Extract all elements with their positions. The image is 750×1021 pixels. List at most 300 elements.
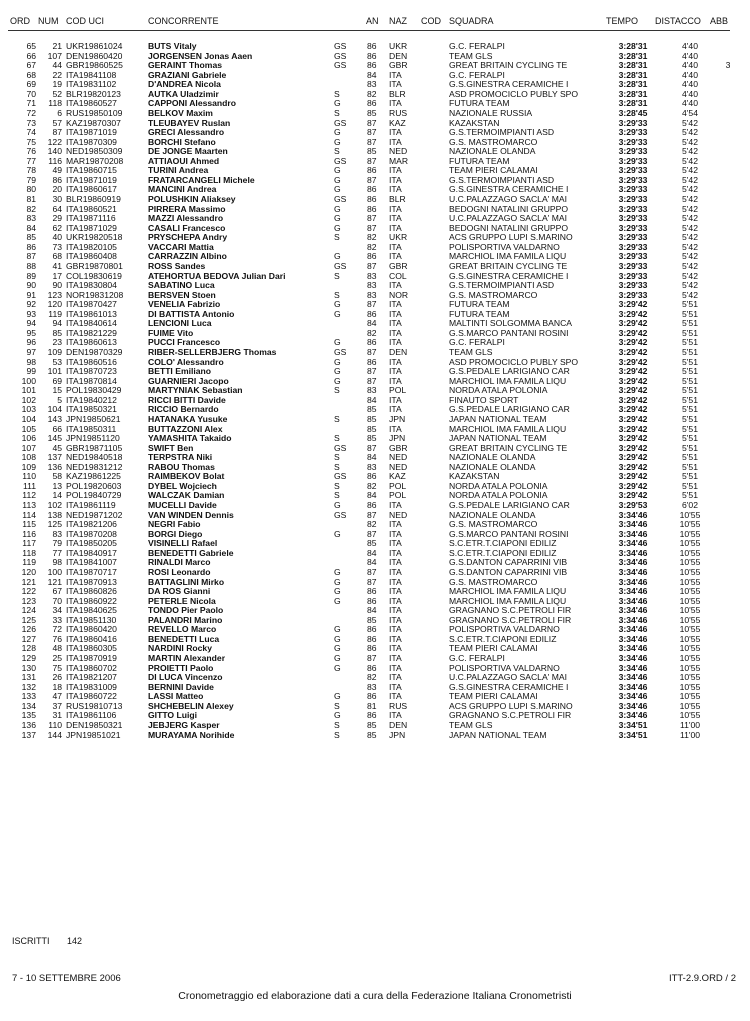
cell-concorrente: GRECI Alessandro [148,127,225,138]
cell-naz: DEN [389,50,408,61]
cell-tempo: 3:34'46 [618,605,648,616]
cell-naz: POL [389,490,407,501]
cell-tempo: 3:29'42 [618,308,648,319]
cell-ord: 81 [26,194,36,204]
cell-squadra: TEAM PIERI CALAMAI [449,165,538,176]
cell-squadra: G.S.GINESTRA CERAMICHE I [449,681,569,692]
cell-an: 86 [367,633,377,644]
table-row [0,731,750,741]
cell-tempo: 3:34'46 [618,576,648,587]
cell-cat: S [334,146,340,157]
cell-squadra: MARCHIOL IMA FAMILA LIQU [449,595,567,606]
cell-an: 86 [367,643,377,654]
cell-ord: 108 [21,452,36,463]
cell-distacco: 4'40 [682,50,698,61]
cell-squadra: G.C. FERALPI [449,653,505,663]
cell-cat: S [334,480,340,491]
cell-squadra: TEAM GLS [449,347,493,357]
cell-num: 98 [52,557,62,568]
cell-tempo: 3:28'31 [618,69,648,80]
cell-cod-uci: DEN19860420 [66,50,123,61]
cell-cod-uci: POL19840729 [66,490,122,501]
cell-num: 64 [52,203,62,214]
cell-concorrente: YAMASHITA Takaido [148,433,232,444]
cell-num: 17 [52,270,62,281]
cell-tempo: 3:29'33 [618,270,648,281]
cell-num: 29 [52,213,62,224]
cell-concorrente: HATANAKA Yusuke [148,413,228,424]
cell-squadra: G.S.GINESTRA CERAMICHE I [449,184,569,195]
cell-ord: 127 [21,633,36,644]
cell-num: 37 [52,700,62,711]
cell-distacco: 5'51 [682,490,698,501]
cell-cod-uci: UKR19861024 [66,41,123,51]
cell-num: 104 [47,404,62,415]
cell-num: 101 [47,366,62,377]
cell-an: 86 [367,50,377,61]
cell-num: 90 [52,280,62,291]
cell-ord: 107 [21,442,36,453]
cell-num: 137 [47,452,62,463]
cell-num: 107 [47,50,62,61]
cell-squadra: MALTINTI SOLGOMMA BANCA [449,318,573,329]
cell-squadra: G.C. FERALPI [449,41,505,51]
cell-tempo: 3:28'31 [618,79,648,90]
cell-squadra: GRAGNANO S.C.PETROLI FIR [449,614,572,625]
cell-ord: 86 [26,241,36,252]
cell-distacco: 10'55 [679,528,701,539]
cell-num: 138 [47,509,62,520]
cell-tempo: 3:29'42 [618,356,648,367]
cell-cat: S [334,461,340,472]
cell-ord: 111 [22,480,36,491]
cell-cat: S [334,270,340,281]
cell-ord: 98 [26,356,36,367]
cell-cod-uci: ITA19861119 [66,500,116,510]
cell-cat: G [334,566,341,577]
cell-num: 20 [52,184,62,195]
cell-naz: ITA [389,308,402,319]
cell-an: 87 [367,174,377,185]
cell-naz: ITA [389,136,402,147]
cell-num: 120 [47,299,62,310]
cell-cod-uci: COL19830619 [66,270,122,281]
cell-ord: 112 [22,490,36,501]
cell-concorrente: DYBEL Wojciech [148,480,217,491]
cell-num: 85 [52,327,62,338]
cell-concorrente: TLEUBAYEV Ruslan [148,117,231,128]
cell-num: 62 [52,222,62,233]
cell-tempo: 3:34'46 [618,519,648,530]
cell-concorrente: BORCHI Stefano [148,136,216,147]
cell-cod-uci: ITA19860408 [66,251,117,262]
cell-cod-uci: ITA19860715 [66,165,117,176]
cell-squadra: FINAUTO SPORT [449,394,519,405]
cell-concorrente: BERSVEN Stoen [148,289,216,300]
cell-ord: 114 [22,509,36,520]
cell-num: 58 [52,471,62,482]
cell-naz: ITA [389,662,402,673]
cell-distacco: 6'02 [682,500,698,510]
cell-an: 86 [367,624,377,635]
cell-naz: BLR [389,194,406,204]
cell-concorrente: VAN WINDEN Dennis [148,509,234,520]
cell-naz: UKR [389,232,408,243]
cell-an: 86 [367,595,377,606]
cell-cat: S [334,289,340,300]
cell-concorrente: DE JONGE Maarten [148,146,228,157]
cell-concorrente: SHCHEBELIN Alexey [148,700,234,711]
cell-cod-uci: ITA19871019 [66,174,117,185]
cell-distacco: 5'42 [682,241,698,252]
cell-naz: ITA [389,423,402,434]
cell-num: 143 [47,413,62,424]
cell-distacco: 5'51 [682,385,698,396]
cell-distacco: 5'42 [682,136,698,147]
cell-distacco: 5'51 [682,461,698,472]
cell-an: 85 [367,433,377,444]
cell-distacco: 10'55 [679,547,701,558]
cell-concorrente: BELKOV Maxim [148,107,213,118]
cell-tempo: 3:28'31 [618,88,648,99]
cell-an: 85 [367,146,377,157]
cell-ord: 100 [21,375,36,386]
cell-tempo: 3:28'31 [618,60,648,71]
cell-an: 86 [367,356,377,367]
cell-tempo: 3:29'42 [618,433,648,444]
cell-naz: JPN [389,413,406,424]
cell-distacco: 4'40 [682,88,698,99]
cell-cod-uci: ITA19821206 [66,519,117,530]
cell-naz: ITA [389,624,402,635]
cell-squadra: G.S.TERMOIMPIANTI ASD [449,127,555,138]
cell-tempo: 3:29'42 [618,337,648,348]
cell-tempo: 3:34'46 [618,586,648,597]
cell-naz: NED [389,509,408,520]
cell-tempo: 3:34'46 [618,662,648,673]
cell-distacco: 5'42 [682,222,698,233]
cell-naz: ITA [389,528,402,539]
cell-cat: G [334,691,341,702]
cell-cat: S [334,729,340,740]
cell-squadra: G.S.TERMOIMPIANTI ASD [449,280,555,291]
cell-an: 86 [367,41,377,51]
cell-naz: RUS [389,107,408,118]
cell-squadra: TEAM PIERI CALAMAI [449,691,538,702]
cell-an: 85 [367,538,377,549]
cell-an: 83 [367,461,377,472]
cell-tempo: 3:28'31 [618,41,648,51]
cell-ord: 82 [26,203,36,214]
cell-distacco: 5'51 [682,480,698,491]
cell-cat: GS [334,155,347,166]
cell-concorrente: GERAINT Thomas [148,60,223,71]
cell-tempo: 3:29'42 [618,394,648,405]
cell-tempo: 3:29'33 [618,280,648,291]
cell-concorrente: BETTI Emiliano [148,366,212,377]
cell-ord: 131 [21,672,36,683]
cell-an: 87 [367,653,377,663]
cell-squadra: ACS GRUPPO LUPI S.MARINO [449,700,573,711]
cell-concorrente: BUTS Vitaly [148,41,197,51]
cell-squadra: G.S.MARCO PANTANI ROSINI [449,327,569,338]
footer-credit: Cronometraggio ed elaborazione dati a cura della Federazione Italiana Cronometristi [178,990,572,1002]
cell-ord: 73 [26,117,36,128]
cell-squadra: G.S.DANTON CAPARRINI VIB [449,557,568,568]
cell-ord: 132 [21,681,36,692]
cell-cod-uci: ITA19870919 [66,653,117,663]
cell-ord: 77 [26,155,36,166]
cell-naz: ITA [389,184,402,195]
cell-squadra: NAZIONALE OLANDA [449,461,536,472]
cell-ord: 122 [21,586,36,597]
cell-naz: ITA [389,222,402,233]
cell-cod-uci: ITA19841108 [66,69,117,80]
cell-an: 86 [367,500,377,510]
cell-ord: 133 [21,691,36,702]
cell-cod-uci: NED19871202 [66,509,123,520]
cell-cod-uci: ITA19830804 [66,280,117,291]
cell-naz: ITA [389,681,402,692]
cell-num: 94 [52,318,62,329]
cell-cod-uci: ITA19840917 [66,547,117,558]
cell-cat: G [334,136,341,147]
cell-naz: ITA [389,337,402,348]
cell-distacco: 10'55 [679,566,701,577]
cell-naz: ITA [389,375,402,386]
cell-squadra: GRAGNANO S.C.PETROLI FIR [449,710,572,721]
cell-concorrente: BENEDETTI Gabriele [148,547,234,558]
cell-cod-uci: ITA19840614 [66,318,117,329]
cell-tempo: 3:29'33 [618,194,648,204]
cell-squadra: G.S.MARCO PANTANI ROSINI [449,528,569,539]
cell-distacco: 5'42 [682,203,698,214]
cell-squadra: NORDA ATALA POLONIA [449,480,548,491]
cell-tempo: 3:34'46 [618,643,648,654]
cell-tempo: 3:29'33 [618,184,648,195]
cell-cod-uci: ITA19871116 [66,213,116,224]
cell-an: 82 [367,480,377,491]
cell-tempo: 3:34'51 [618,729,648,740]
cell-tempo: 3:34'46 [618,509,648,520]
cell-cat: S [334,385,340,396]
cell-cod-uci: ITA19870427 [66,299,117,310]
cell-an: 86 [367,586,377,597]
cell-num: 22 [52,69,62,80]
cell-concorrente: ROSS Sandes [148,260,206,271]
cell-squadra: NAZIONALE OLANDA [449,509,536,520]
cell-cod-uci: ITA19860613 [66,337,117,348]
header-ord: ORD [10,16,30,26]
cell-distacco: 10'55 [679,633,701,644]
cell-squadra: NAZIONALE OLANDA [449,452,536,463]
cell-concorrente: D'ANDREA Nicola [148,79,221,90]
cell-num: 119 [48,308,62,319]
cell-an: 86 [367,710,377,721]
cell-squadra: GRAGNANO S.C.PETROLI FIR [449,605,572,616]
cell-ord: 75 [26,136,36,147]
cell-distacco: 10'55 [679,624,701,635]
cell-cod-uci: GBR19871105 [66,442,123,453]
cell-squadra: GREAT BRITAIN CYCLING TE [449,60,568,71]
cell-ord: 91 [26,289,36,300]
cell-num: 109 [47,347,62,357]
cell-naz: ITA [389,203,402,214]
cell-cod-uci: DEN19870329 [66,347,123,357]
cell-num: 14 [52,490,62,501]
cell-distacco: 5'51 [682,327,698,338]
cell-cat: G [334,710,341,721]
cell-ord: 69 [26,79,36,90]
cell-tempo: 3:29'33 [618,155,648,166]
cell-num: 13 [52,480,62,491]
cell-an: 87 [367,299,377,310]
header-an: AN [366,16,379,26]
cell-cod-uci: ITA19860521 [66,203,117,214]
cell-distacco: 10'55 [679,509,701,520]
cell-naz: POL [389,385,407,396]
cell-num: 75 [52,662,62,673]
cell-num: 30 [52,194,62,204]
cell-squadra: MARCHIOL IMA FAMILA LIQU [449,586,567,597]
cell-naz: ITA [389,672,402,683]
cell-tempo: 3:29'42 [618,490,648,501]
cell-cat: S [334,413,340,424]
cell-ord: 92 [26,299,36,310]
cell-tempo: 3:28'31 [618,98,648,109]
cell-cat: G [334,528,341,539]
cell-distacco: 5'51 [682,347,698,357]
cell-squadra: G.C. FERALPI [449,337,505,348]
cell-num: 140 [47,146,62,157]
cell-ord: 94 [26,318,36,329]
cell-squadra: TEAM GLS [449,50,493,61]
cell-distacco: 10'55 [679,586,701,597]
cell-cod-uci: ITA19861106 [66,710,117,721]
cell-tempo: 3:29'42 [618,442,648,453]
cell-ord: 70 [26,88,36,99]
cell-squadra: ASD PROMOCICLO PUBLY SPO [449,88,579,99]
table-header [0,14,750,28]
header-abb: ABB [710,16,729,26]
cell-naz: JPN [389,729,406,740]
cell-naz: ITA [389,547,402,558]
cell-tempo: 3:29'33 [618,136,648,147]
cell-tempo: 3:34'46 [618,557,648,568]
cell-naz: ITA [389,394,402,405]
cell-tempo: 3:29'33 [618,241,648,252]
cell-an: 87 [367,117,377,128]
cell-an: 87 [367,347,377,357]
cell-squadra: G.S. MASTROMARCO [449,289,538,300]
cell-num: 68 [52,251,62,262]
cell-cod-uci: ITA19850205 [66,538,117,549]
cell-ord: 88 [26,260,36,271]
cell-cod-uci: ITA19831009 [66,681,117,692]
cell-ord: 66 [26,50,36,61]
cell-cod-uci: ITA19860922 [66,595,117,606]
cell-cat: GS [334,194,347,204]
cell-num: 15 [52,385,62,396]
cell-tempo: 3:29'42 [618,318,648,329]
cell-cod-uci: POL19820603 [66,480,122,491]
cell-tempo: 3:29'42 [618,327,648,338]
cell-num: 121 [47,576,62,587]
cell-naz: ITA [389,318,402,329]
cell-concorrente: FUIME Vito [148,327,194,338]
cell-tempo: 3:34'46 [618,710,648,721]
cell-naz: ITA [389,251,402,262]
cell-squadra: MARCHIOL IMA FAMILA LIQU [449,423,567,434]
cell-cod-uci: ITA19870723 [66,366,117,377]
cell-num: 66 [52,423,62,434]
cell-cat: G [334,184,341,195]
cell-cat: GS [334,260,347,271]
iscritti-label: ISCRITTI [12,936,50,946]
cell-an: 84 [367,394,377,405]
cell-an: 87 [367,576,377,587]
cell-an: 86 [367,662,377,673]
cell-ord: 102 [21,394,36,405]
cell-cod-uci: ITA19820105 [66,241,117,252]
cell-ord: 67 [26,60,36,71]
cell-concorrente: ATEHORTUA BEDOVA Julian Dari [148,270,286,281]
cell-concorrente: RINALDI Marco [148,557,211,568]
cell-ord: 95 [26,327,36,338]
cell-num: 53 [52,356,62,367]
cell-tempo: 3:34'46 [618,681,648,692]
cell-distacco: 5'42 [682,184,698,195]
cell-an: 86 [367,251,377,262]
cell-num: 136 [47,461,62,472]
cell-cat: S [334,700,340,711]
cell-squadra: G.S.PEDALE LARIGIANO CAR [449,500,570,510]
cell-ord: 124 [21,605,36,616]
cell-concorrente: TONDO Pier Paolo [148,605,224,616]
cell-tempo: 3:34'46 [618,653,648,663]
cell-ord: 72 [26,107,36,118]
cell-cod-uci: ITA19871019 [66,127,117,138]
cell-cat: G [334,203,341,214]
cell-cod-uci: ITA19860722 [66,691,117,702]
cell-cod-uci: JPN19851120 [66,433,120,444]
cell-cod-uci: ITA19860416 [66,633,117,644]
cell-concorrente: MANCINI Andrea [148,184,217,195]
cell-ord: 84 [26,222,36,233]
cell-cod-uci: GBR19870801 [66,260,123,271]
cell-concorrente: GUARNIERI Jacopo [148,375,229,386]
cell-distacco: 5'42 [682,213,698,224]
cell-an: 87 [367,222,377,233]
cell-num: 83 [52,528,62,539]
cell-cat: G [334,251,341,262]
cell-num: 87 [52,127,62,138]
cell-cod-uci: ITA19831102 [66,79,117,90]
cell-squadra: GREAT BRITAIN CYCLING TE [449,260,568,271]
cell-cat: G [334,624,341,635]
cell-ord: 101 [21,385,36,396]
cell-distacco: 4'40 [682,79,698,90]
cell-ord: 76 [26,146,36,157]
cell-distacco: 5'51 [682,366,698,377]
cell-cod-uci: ITA19860702 [66,662,117,673]
cell-an: 87 [367,127,377,138]
cell-naz: COL [389,270,407,281]
cell-cat: G [334,98,341,109]
cell-distacco: 10'55 [679,653,701,663]
cell-ord: 74 [26,127,36,138]
cell-distacco: 4'40 [682,98,698,109]
